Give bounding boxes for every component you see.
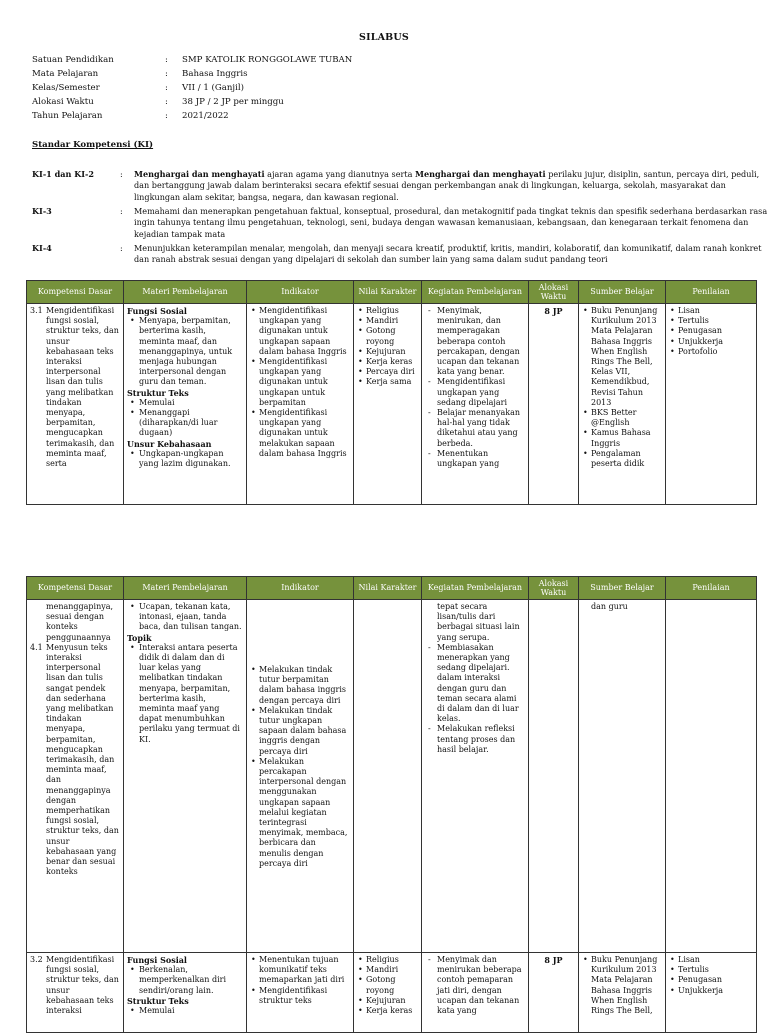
list-item: • Kerja keras (366, 357, 418, 367)
info-value: Bahasa Inggris (182, 69, 248, 79)
kd-cell: menanggapinya, sesuai dengan konteks penggunaannya 4.1 Menyusun teks interaksi interpersonal lisan dan tulis sangat pendek dan sederhana yang melibatkan tindakan menyapa, berpamitan, mengucapkan terimakasih, dan meminta maaf, dan menanggapinya dengan memperhatikan fungsi sosial, struktur teks, dan unsur kebahasaan yang benar dan sesuai konteks (27, 600, 124, 953)
list-item: - Menyimak, menirukan, dan memperagakan beberapa contoh percakapan, dengan ucapan dan tekanan kata yang benar. (437, 306, 525, 377)
list-item: • Religius (366, 306, 418, 316)
column-header: Indikator (247, 281, 354, 304)
column-header: Nilai Karakter (354, 281, 422, 304)
alokasi-cell: 8 JP (529, 953, 579, 1033)
materi-cell: Fungsi Sosial • Menyapa, berpamitan, berterima kasih, meminta maaf, dan menanggapinya, untuk menjaga hubungan interpersonal dengan guru dan teman. Struktur Teks • Memulai • Menanggapi (diharapkan/di luar dugaan) Unsur Kebahasaan • Ungkapan-ungkapan yang lazim digunakan. (124, 304, 247, 505)
column-header: Sumber Belajar (579, 577, 666, 600)
list-item: • Lisan (678, 306, 753, 316)
list-item: • Menentukan tujuan komunikatif teks memaparkan jati diri (259, 955, 350, 986)
list-item: • Religius (366, 955, 418, 965)
indikator-cell (247, 304, 354, 505)
list-item: • Kerja keras (366, 1006, 418, 1016)
list-item: • Buku Penunjang Kurikulum 2013 Mata Pelajaran Bahasa Inggris When English Rings The Bell, (591, 955, 662, 1016)
table-row (27, 953, 757, 1033)
list-item: - Mengidentifikasi ungkapan yang sedang dipelajari (437, 377, 525, 408)
table-header-row (27, 577, 757, 600)
list-item: • Ungkapan-ungkapan yang lazim digunakan. (139, 449, 243, 469)
kegiatan-cell: tepat secara lisan/tulis dari berbagai situasi lain yang serupa. - Membiasakan menerapkan yang sedang dipelajari. dalam interaksi dengan guru dan teman secara alami di dalam dan di luar kelas. - Melakukan refleksi tentang proses dan hasil belajar. (422, 600, 529, 953)
list-item: • Mengidentifikasi ungkapan yang digunakan untuk ungkapan untuk berpamitan (259, 357, 350, 408)
list-item: • Pengalaman peserta didik (591, 449, 662, 469)
info-row: Mata Pelajaran : Bahasa Inggris (32, 69, 352, 83)
column-header: Kompetensi Dasar (27, 577, 124, 600)
column-header: Kompetensi Dasar (27, 281, 124, 304)
alokasi-cell: 8 JP (529, 304, 579, 505)
list-item: • Mandiri (366, 316, 418, 326)
nilai-karakter-cell (354, 600, 422, 953)
info-value: VII / 1 (Ganjil) (182, 83, 244, 93)
list-item: - Belajar menanyakan hal-hal yang tidak diketahui atau yang berbeda. (437, 408, 525, 449)
alokasi-cell (529, 600, 579, 953)
list-item: • Kamus Bahasa Inggris (591, 428, 662, 448)
info-key: Alokasi Waktu (32, 97, 94, 107)
list-item: - Menentukan ungkapan yang (437, 449, 525, 469)
table-row (27, 600, 757, 953)
list-item: • Percaya diri (366, 367, 418, 377)
list-item: • Melakukan tindak tutur ungkapan sapaan dalam bahasa inggris dengan percaya diri (259, 706, 350, 757)
kegiatan-cell (422, 953, 529, 1033)
column-header: Materi Pembelajaran (124, 281, 247, 304)
info-key: Tahun Pelajaran (32, 111, 103, 121)
list-item: • Menanggapi (diharapkan/di luar dugaan) (139, 408, 243, 439)
list-item: • Kerja sama (366, 377, 418, 387)
syllabus-table-2 (26, 576, 757, 1033)
sumber-cell: dan guru (579, 600, 666, 953)
info-row: Kelas/Semester : VII / 1 (Ganjil) (32, 83, 352, 97)
column-header: Penilaian (666, 577, 757, 600)
info-key: Kelas/Semester (32, 83, 100, 93)
ki-1-2-label: KI-1 dan KI-2 (32, 169, 95, 179)
ki-3-label: KI-3 (32, 206, 52, 216)
info-value: 38 JP / 2 JP per minggu (182, 97, 284, 107)
list-item: • Mandiri (366, 965, 418, 975)
list-item: • Buku Penunjang Kurikulum 2013 Mata Pelajaran Bahasa Inggris When English Rings The Bell, Kelas VII, Kemendikbud, Revisi Tahun 2013 (591, 306, 662, 408)
list-item: - Melakukan refleksi tentang proses dan hasil belajar. (437, 724, 525, 755)
identity-table (32, 55, 352, 125)
list-item: • Melakukan tindak tutur berpamitan dalam bahasa inggris dengan percaya diri (259, 665, 350, 706)
syllabus-table-1 (26, 280, 757, 505)
list-item: • Mengidentifikasi struktur teks (259, 986, 350, 1006)
table-row (27, 304, 757, 505)
document-title: SILABUS (359, 32, 409, 43)
sumber-cell (579, 953, 666, 1033)
list-item: • Melakukan percakapan interpersonal dengan menggunakan ungkapan sapaan melalui kegiatan terintegrasi menyimak, membaca, berbicara dan menulis dengan percaya diri (259, 757, 350, 869)
list-item: • Penugasan (678, 326, 753, 336)
list-item: • Lisan (678, 955, 753, 965)
sumber-cell (579, 304, 666, 505)
list-item: • Kejujuran (366, 347, 418, 357)
column-header: Indikator (247, 577, 354, 600)
materi-cell: • Ucapan, tekanan kata, intonasi, ejaan, tanda baca, dan tulisan tangan. Topik • Interaksi antara peserta didik di dalam dan di luar kelas yang melibatkan tindakan menyapa, berpamitan, berterima kasih, meminta maaf yang dapat menumbuhkan perilaku yang termuat di KI. (124, 600, 247, 953)
penilaian-cell (666, 953, 757, 1033)
ki-1-2-text: Menghargai dan menghayati ajaran agama yang dianutnya serta Menghargai dan menghayati perilaku jujur, disiplin, santun, percaya diri, peduli, dan bertanggung jawab dalam berinteraksi secara efektif sesuai dengan perkembangan anak di lingkungan, keluarga, sekolah, masyarakat dan lingkungan alam sekitar, bangsa, negara, dan kawasan regional. (134, 169, 760, 202)
list-item: • Kejujuran (366, 996, 418, 1006)
info-key: Satuan Pendidikan (32, 55, 114, 65)
list-item: • Gotong royong (366, 326, 418, 346)
indikator-cell (247, 600, 354, 953)
indikator-cell (247, 953, 354, 1033)
kd-cell: 3.2 Mengidentifikasi fungsi sosial, struktur teks, dan unsur kebahasaan teks interaksi (27, 953, 124, 1033)
column-header: Kegiatan Pembelajaran (422, 577, 529, 600)
info-row: Satuan Pendidikan : SMP KATOLIK RONGGOLAWE TUBAN (32, 55, 352, 69)
info-row: Tahun Pelajaran : 2021/2022 (32, 111, 352, 125)
list-item: • Menyapa, berpamitan, berterima kasih, meminta maaf, dan menanggapinya, untuk menjaga hubungan interpersonal dengan guru dan teman. (139, 316, 243, 387)
list-item: • Mengidentifikasi ungkapan yang digunakan untuk ungkapan sapaan dalam bahasa Inggris (259, 306, 350, 357)
info-value: 2021/2022 (182, 111, 229, 121)
kd-cell: 3.1 Mengidentifikasi fungsi sosial, struktur teks, dan unsur kebahasaan teks interaksi interpersonal lisan dan tulis yang melibatkan tindakan menyapa, berpamitan, mengucapkan terimakasih, dan meminta maaf, serta (27, 304, 124, 505)
kegiatan-cell (422, 304, 529, 505)
column-header: Nilai Karakter (354, 577, 422, 600)
list-item: • Memulai (139, 398, 243, 408)
list-item: • Tertulis (678, 316, 753, 326)
list-item: - Membiasakan menerapkan yang sedang dipelajari. dalam interaksi dengan guru dan teman secara alami di dalam dan di luar kelas. (437, 643, 525, 725)
list-item: • Memulai (139, 1006, 243, 1016)
list-item: • BKS Better @English (591, 408, 662, 428)
list-item: • Unjukkerja (678, 337, 753, 347)
list-item: • Unjukkerja (678, 986, 753, 996)
materi-cell: Fungsi Sosial • Berkenalan, memperkenalkan diri sendiri/orang lain. Struktur Teks • Memulai (124, 953, 247, 1033)
column-header: Sumber Belajar (579, 281, 666, 304)
list-item: • Portofolio (678, 347, 753, 357)
list-item: • Interaksi antara peserta didik di dalam dan di luar kelas yang melibatkan tindakan menyapa, berpamitan, berterima kasih, meminta maaf yang dapat menumbuhkan perilaku yang termuat di KI. (139, 643, 243, 745)
column-header: Alokasi Waktu (529, 281, 579, 304)
column-header: Materi Pembelajaran (124, 577, 247, 600)
nilai-karakter-cell (354, 304, 422, 505)
nilai-karakter-cell (354, 953, 422, 1033)
info-value: SMP KATOLIK RONGGOLAWE TUBAN (182, 55, 353, 65)
info-row: Alokasi Waktu : 38 JP / 2 JP per minggu (32, 97, 352, 111)
column-header: Penilaian (666, 281, 757, 304)
list-item: • Tertulis (678, 965, 753, 975)
ki-4-text: Menunjukkan keterampilan menalar, mengolah, dan menyaji secara kreatif, produktif, kritis, mandiri, kolaboratif, dan komunikatif, dalam ranah konkret dan ranah abstrak sesuai dengan yang dipelajari di sekolah dan sumber lain yang sama dalam sudut pandang teori (134, 243, 762, 265)
penilaian-cell (666, 600, 757, 953)
column-header: Kegiatan Pembelajaran (422, 281, 529, 304)
standar-kompetensi-heading: Standar Kompetensi (KI) (32, 140, 154, 150)
list-item: • Mengidentifikasi ungkapan yang digunakan untuk melakukan sapaan dalam bahasa Inggris (259, 408, 350, 459)
list-item: • Berkenalan, memperkenalkan diri sendiri/orang lain. (139, 965, 243, 996)
penilaian-cell (666, 304, 757, 505)
table-header-row (27, 281, 757, 304)
list-item: • Penugasan (678, 975, 753, 985)
column-header: Alokasi Waktu (529, 577, 579, 600)
ki-3-text: Memahami dan menerapkan pengetahuan faktual, konseptual, prosedural, dan metakognitif pada tingkat teknis dan spesifik sederhana berdasarkan rasa ingin tahunya tentang ilmu pengetahuan, teknologi, seni, budaya dengan wawasan kemanusiaan, kebangsaan, dan kenegaraan terkait fenomena dan kejadian tampak mata (134, 206, 768, 239)
list-item: • Ucapan, tekanan kata, intonasi, ejaan, tanda baca, dan tulisan tangan. (139, 602, 243, 633)
list-item: • Gotong royong (366, 975, 418, 995)
list-item: - Menyimak dan menirukan beberapa contoh pemaparan jati diri, dengan ucapan dan tekanan kata yang (437, 955, 525, 1016)
ki-4-label: KI-4 (32, 243, 52, 253)
info-key: Mata Pelajaran (32, 69, 99, 79)
